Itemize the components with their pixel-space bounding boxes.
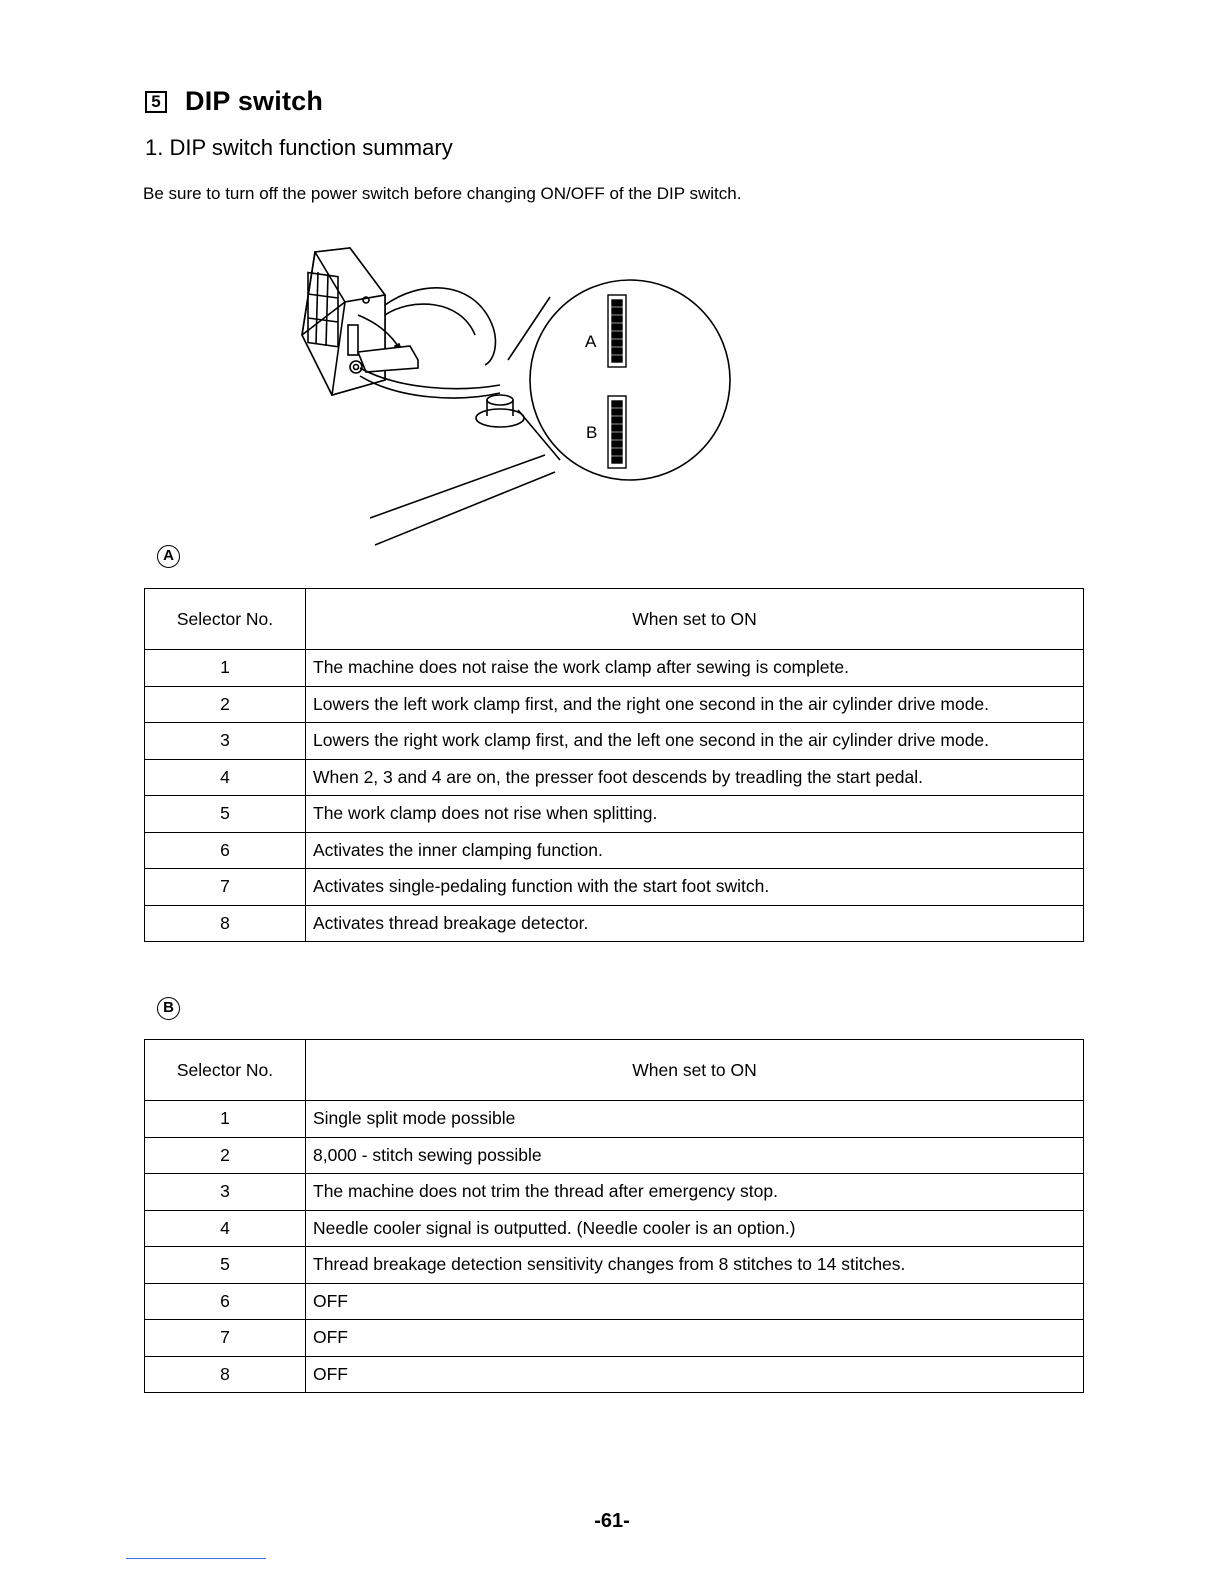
- table-row: [145, 759, 1084, 796]
- table-row: [145, 1101, 1084, 1138]
- table-row: [145, 1356, 1084, 1393]
- function-text: OFF: [306, 1283, 1084, 1320]
- figure-label-a: A: [585, 332, 597, 351]
- selector-no: 1: [145, 1101, 306, 1138]
- function-text: Lowers the right work clamp first, and the left one second in the air cylinder drive mode.: [306, 723, 1084, 760]
- function-text: Lowers the left work clamp first, and the right one second in the air cylinder drive mode.: [306, 686, 1084, 723]
- function-text: OFF: [306, 1356, 1084, 1393]
- page-number: -61-: [594, 1510, 630, 1532]
- table-row: [145, 905, 1084, 942]
- selector-no: 4: [145, 759, 306, 796]
- section-heading: [145, 86, 323, 117]
- selector-no: 7: [145, 1320, 306, 1357]
- table-row: [145, 1247, 1084, 1284]
- selector-no: 8: [145, 1356, 306, 1393]
- table-row: [145, 869, 1084, 906]
- selector-no: 1: [145, 650, 306, 687]
- table-row: [145, 686, 1084, 723]
- table-row: [145, 1320, 1084, 1357]
- table-row: [145, 796, 1084, 833]
- function-text: When 2, 3 and 4 are on, the presser foot descends by treadling the start pedal.: [306, 759, 1084, 796]
- header-when-on: When set to ON: [306, 589, 1084, 650]
- function-text: The work clamp does not rise when splitting.: [306, 796, 1084, 833]
- table-row: [145, 1210, 1084, 1247]
- selector-no: 7: [145, 869, 306, 906]
- selector-no: 6: [145, 832, 306, 869]
- selector-no: 2: [145, 1137, 306, 1174]
- table-row: [145, 650, 1084, 687]
- header-selector-no: Selector No.: [145, 1040, 306, 1101]
- dip-switch-illustration: [290, 240, 750, 560]
- table-header-row: [145, 589, 1084, 650]
- function-text: Single split mode possible: [306, 1101, 1084, 1138]
- function-text: Activates thread breakage detector.: [306, 905, 1084, 942]
- section-title: DIP switch: [185, 86, 324, 116]
- selector-no: 2: [145, 686, 306, 723]
- table-row: [145, 723, 1084, 760]
- function-text: Needle cooler signal is outputted. (Needle cooler is an option.): [306, 1210, 1084, 1247]
- table-a-marker: A: [157, 545, 180, 568]
- table-row: [145, 1174, 1084, 1211]
- function-text: Thread breakage detection sensitivity changes from 8 stitches to 14 stitches.: [306, 1247, 1084, 1284]
- table-b-marker: B: [157, 997, 180, 1020]
- function-text: Activates single-pedaling function with the start foot switch.: [306, 869, 1084, 906]
- table-b: [144, 1039, 1084, 1393]
- figure-label-b: B: [586, 423, 598, 442]
- function-text: OFF: [306, 1320, 1084, 1357]
- table-header-row: [145, 1040, 1084, 1101]
- table-row: [145, 832, 1084, 869]
- selector-no: 3: [145, 1174, 306, 1211]
- selector-no: 5: [145, 796, 306, 833]
- function-text: The machine does not raise the work clamp after sewing is complete.: [306, 650, 1084, 687]
- function-text: The machine does not trim the thread after emergency stop.: [306, 1174, 1084, 1211]
- selector-no: 5: [145, 1247, 306, 1284]
- header-when-on: When set to ON: [306, 1040, 1084, 1101]
- function-text: Activates the inner clamping function.: [306, 832, 1084, 869]
- table-row: [145, 1137, 1084, 1174]
- table-row: [145, 1283, 1084, 1320]
- header-selector-no: Selector No.: [145, 589, 306, 650]
- selector-no: 3: [145, 723, 306, 760]
- selector-no: 4: [145, 1210, 306, 1247]
- section-number-box: 5: [145, 91, 167, 113]
- function-text: 8,000 - stitch sewing possible: [306, 1137, 1084, 1174]
- table-a: [144, 588, 1084, 942]
- selector-no: 8: [145, 905, 306, 942]
- power-note: Be sure to turn off the power switch before changing ON/OFF of the DIP switch.: [143, 184, 742, 203]
- subsection-title: 1. DIP switch function summary: [145, 135, 453, 160]
- selector-no: 6: [145, 1283, 306, 1320]
- link-underline: [126, 1558, 266, 1559]
